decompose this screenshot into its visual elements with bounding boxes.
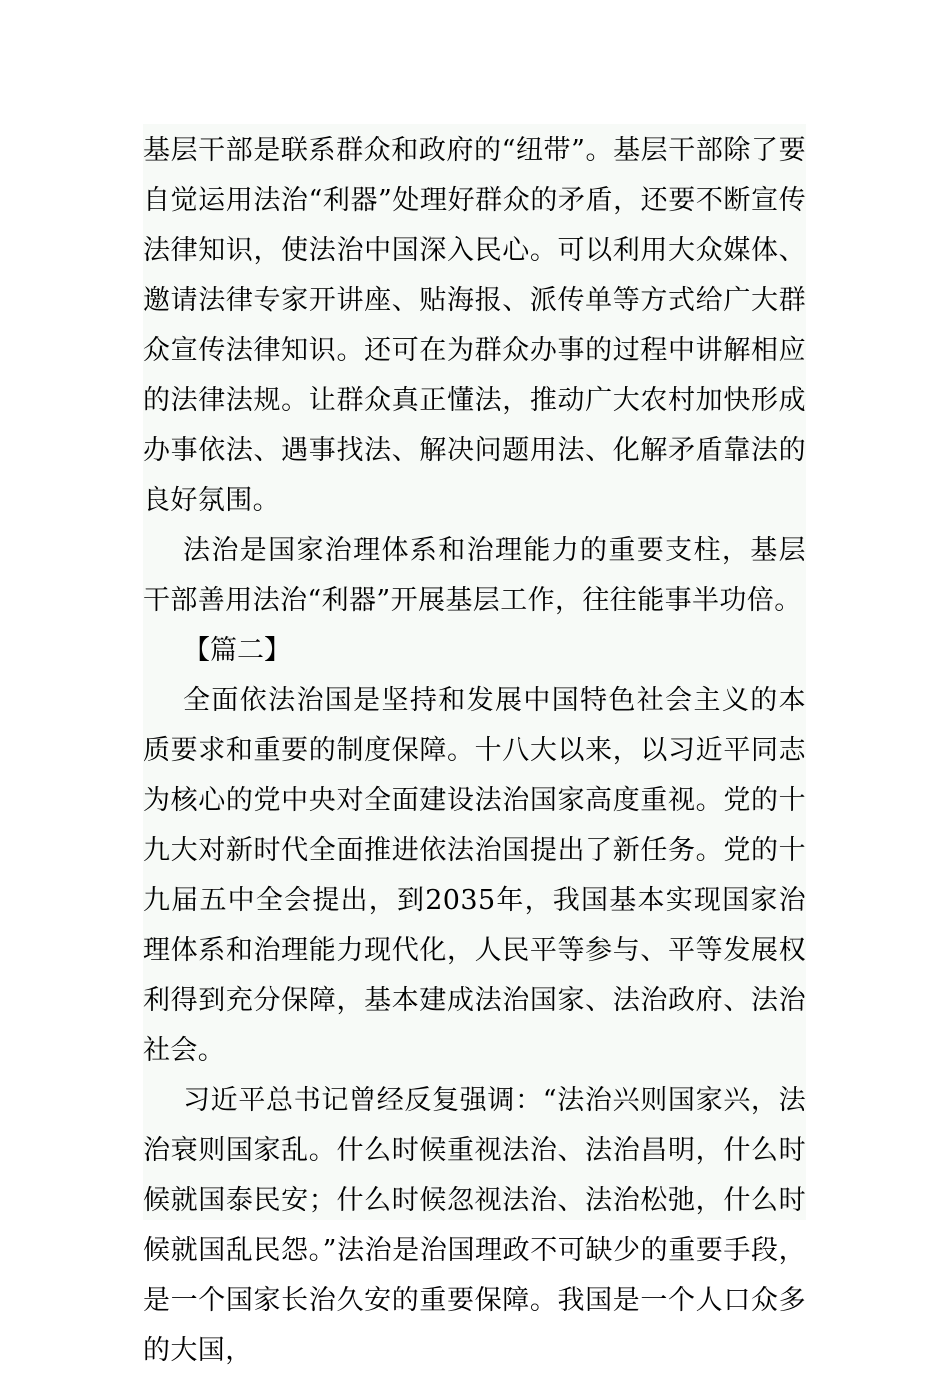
- section-heading: 【篇二】: [183, 635, 291, 666]
- paragraph-2: 法治是国家治理体系和治理能力的重要支柱，基层干部善用法治“利器”开展基层工作，往往能事半功倍。: [143, 535, 806, 616]
- paragraph-3: 全面依法治国是坚持和发展中国特色社会主义的本质要求和重要的制度保障。十八大以来，以习近平同志为核心的党中央对全面建设法治国家高度重视。党的十九大对新时代全面推进依法治国提出了新任务。党的十九届五中全会提出，到2035年，我国基本实现国家治理体系和治理能力现代化，人民平等参与、平等发展权利得到充分保障，基本建成法治国家、法治政府、法治社会。: [143, 685, 806, 1066]
- paragraph-1: 基层干部是联系群众和政府的“纽带”。基层干部除了要自觉运用法治“利器”处理好群众的矛盾，还要不断宣传法律知识，使法治中国深入民心。可以利用大众媒体、邀请法律专家开讲座、贴海报、派传单等方式给广大群众宣传法律知识。还可在为群众办事的过程中讲解相应的法律法规。让群众真正懂法，推动广大农村加快形成办事依法、遇事找法、解决问题用法、化解矛盾靠法的良好氛围。: [143, 135, 806, 516]
- document-text-block: [143, 124, 806, 1366]
- paragraph-4: 习近平总书记曾经反复强调：“法治兴则国家兴，法治衰则国家乱。什么时候重视法治、法治昌明，什么时候就国泰民安；什么时候忽视法治、法治松弛，什么时候就国乱民怨。”法治是治国理政不可缺少的重要手段，是一个国家长治久安的重要保障。我国是一个人口众多的大国，: [143, 1085, 806, 1366]
